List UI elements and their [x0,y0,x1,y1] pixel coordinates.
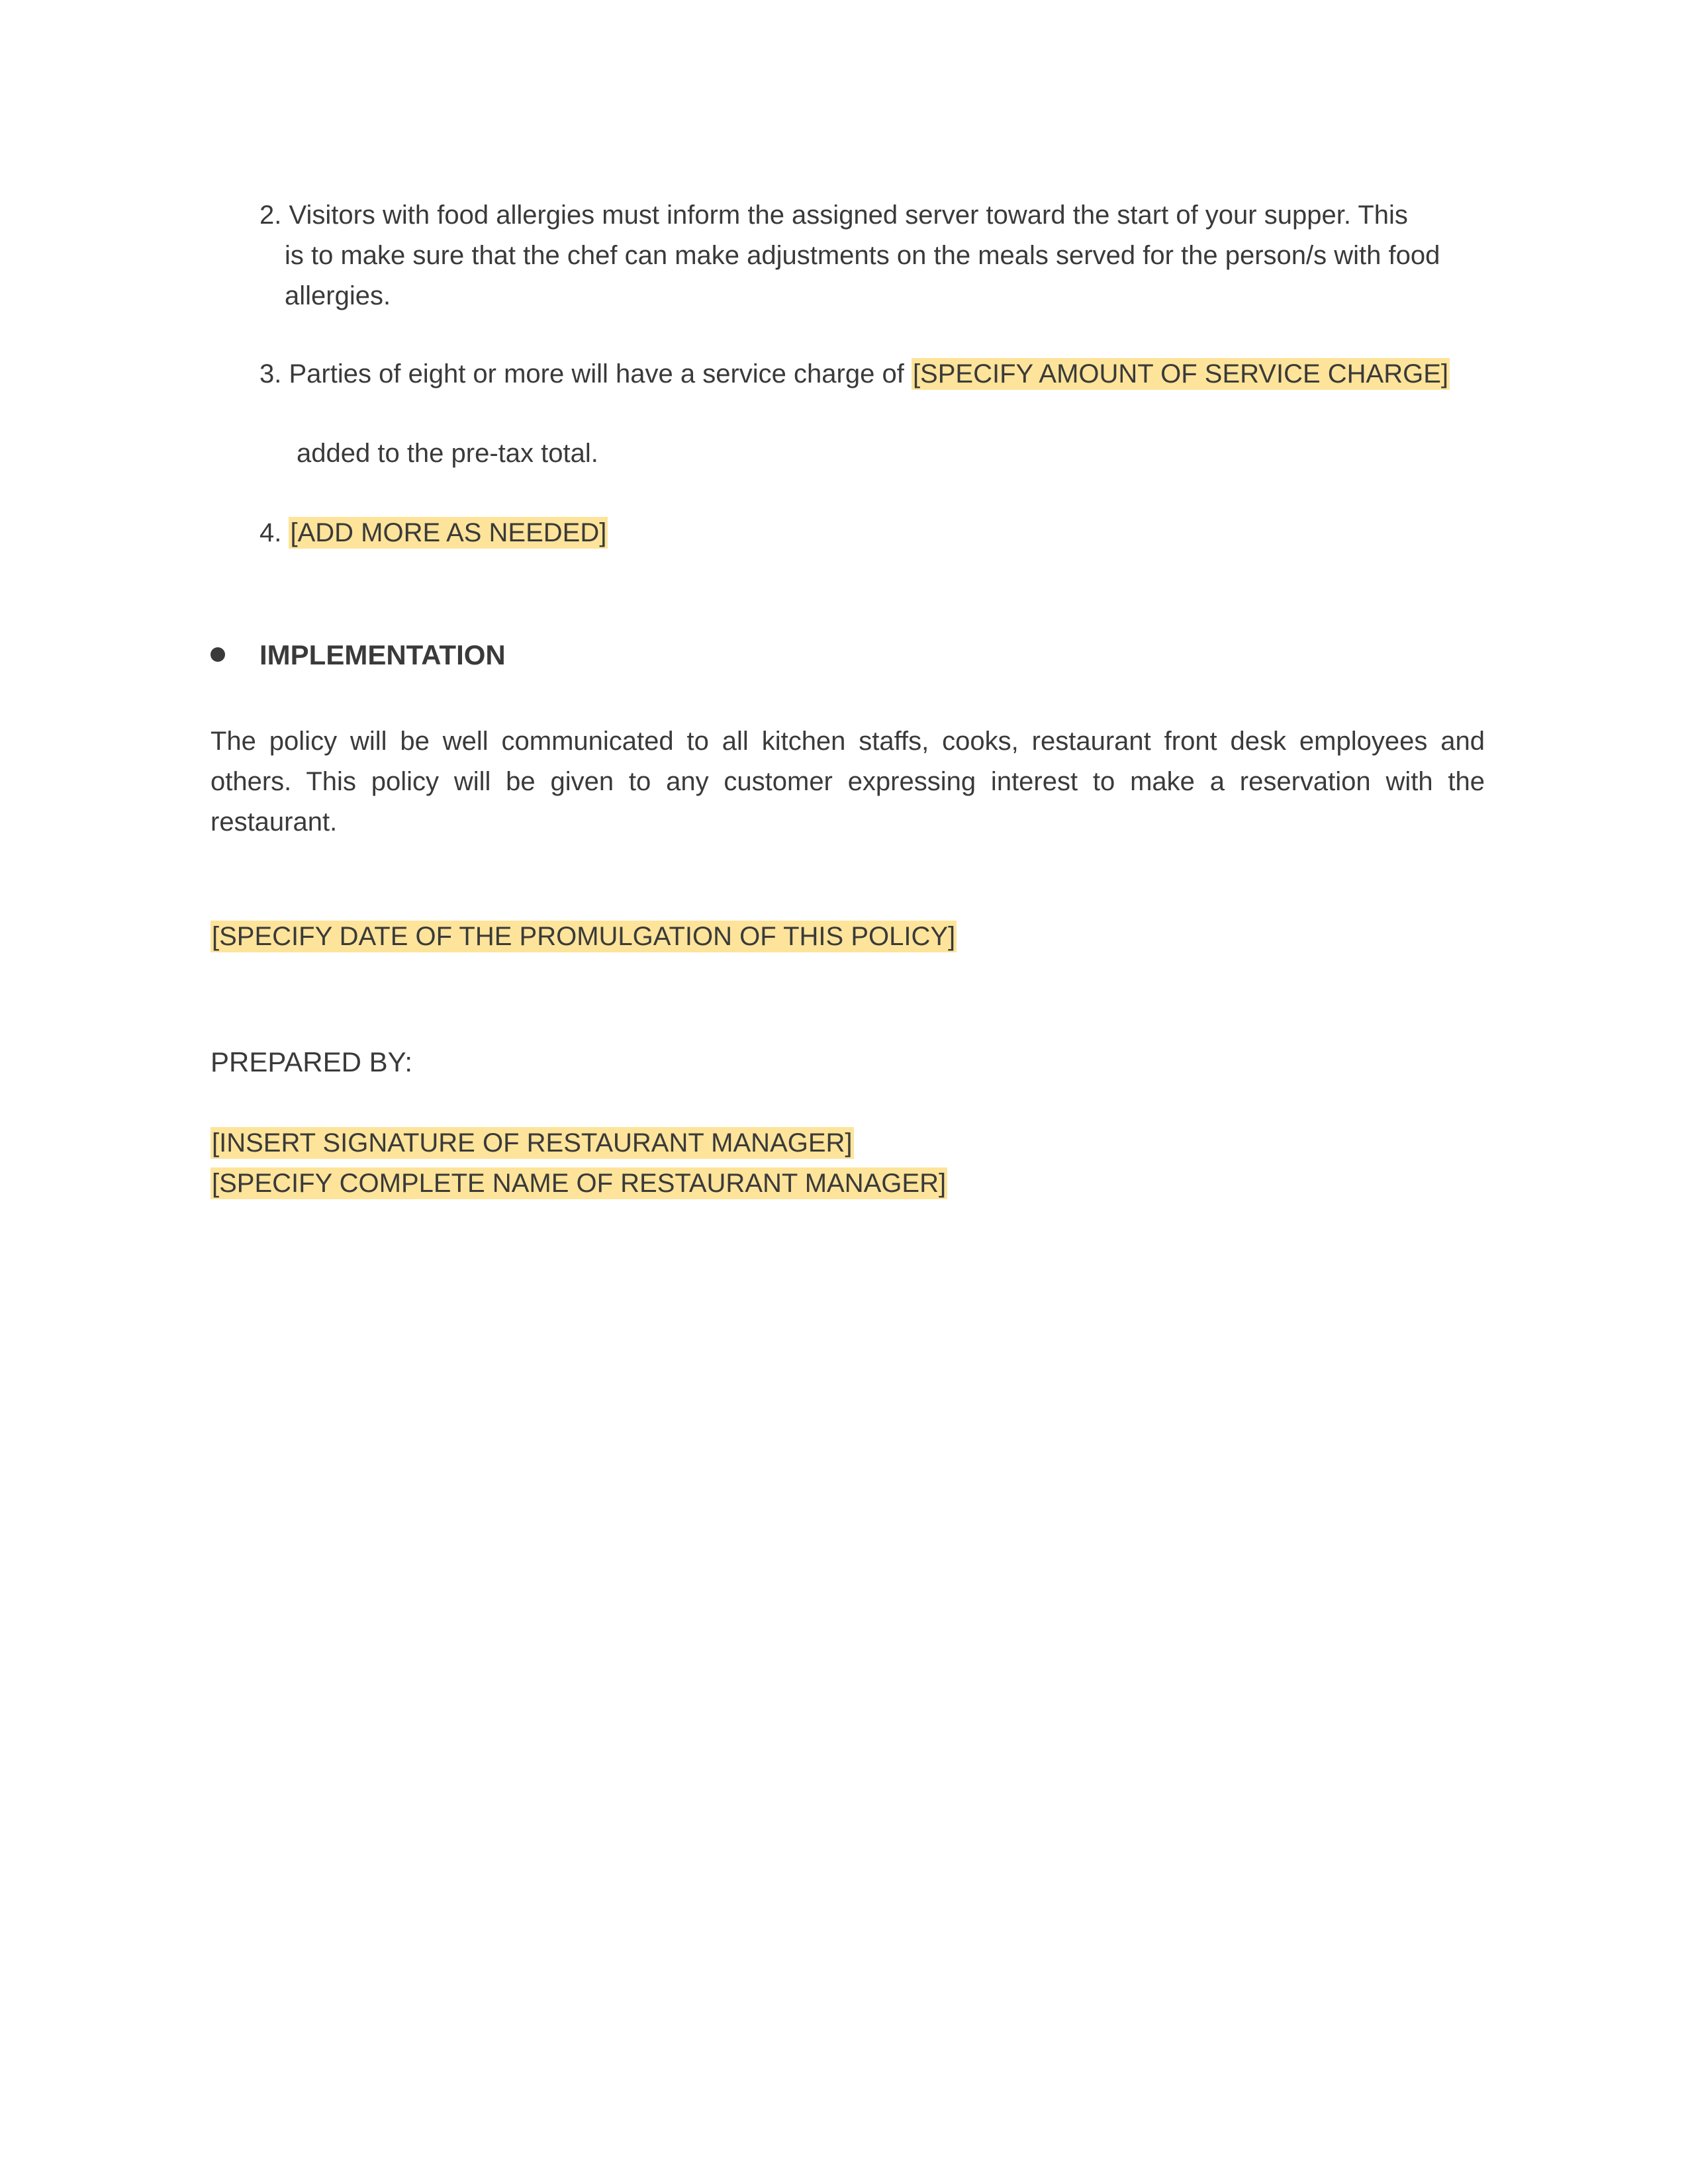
list-item-2-text-line-3: allergies. [285,281,391,310]
list-item-2-line-3 [259,276,1440,316]
date-line [211,917,957,957]
list-item-3-continuation-text: added to the pre-tax total. [297,439,598,468]
list-item-2-line-1 [259,195,1440,236]
implementation-heading-text: IMPLEMENTATION [259,639,506,670]
list-item-3 [259,354,1450,394]
list-item-2-text-line-2: is to make sure that the chef can make adjustments on the meals served for the person/s with food [285,241,1440,270]
list-item-3-number: 3. [259,359,282,388]
signature-placeholder: [INSERT SIGNATURE OF RESTAURANT MANAGER] [212,1128,853,1158]
list-item-4 [259,513,608,553]
add-more-placeholder: [ADD MORE AS NEEDED] [290,518,607,547]
implementation-heading [211,635,506,675]
list-item-3-continuation [297,433,598,474]
signature-line [211,1123,854,1163]
implementation-paragraph: The policy will be well communicated to all kitchen staffs, cooks, restaurant front desk employees and others. This policy will be given to any customer expressing interest to make a reservation with the restaurant. [211,727,1485,837]
prepared-by-label: PREPARED BY: [211,1046,412,1077]
date-placeholder: [SPECIFY DATE OF THE PROMULGATION OF THIS POLICY] [212,922,956,951]
manager-name-placeholder: [SPECIFY COMPLETE NAME OF RESTAURANT MANAGER] [212,1169,947,1198]
list-item-3-text: Parties of eight or more will have a service charge of [289,359,904,388]
list-item-2-line-2 [259,236,1440,276]
service-charge-placeholder: [SPECIFY AMOUNT OF SERVICE CHARGE] [912,359,1448,388]
list-item-4-number: 4. [259,518,282,547]
list-item-2-text-line-1: Visitors with food allergies must inform the assigned server toward the start of your supper. This [289,201,1408,230]
bullet-icon [211,647,225,662]
list-item-2-number: 2. [259,201,282,230]
list-item-2 [259,195,1440,316]
manager-name-line [211,1163,947,1204]
